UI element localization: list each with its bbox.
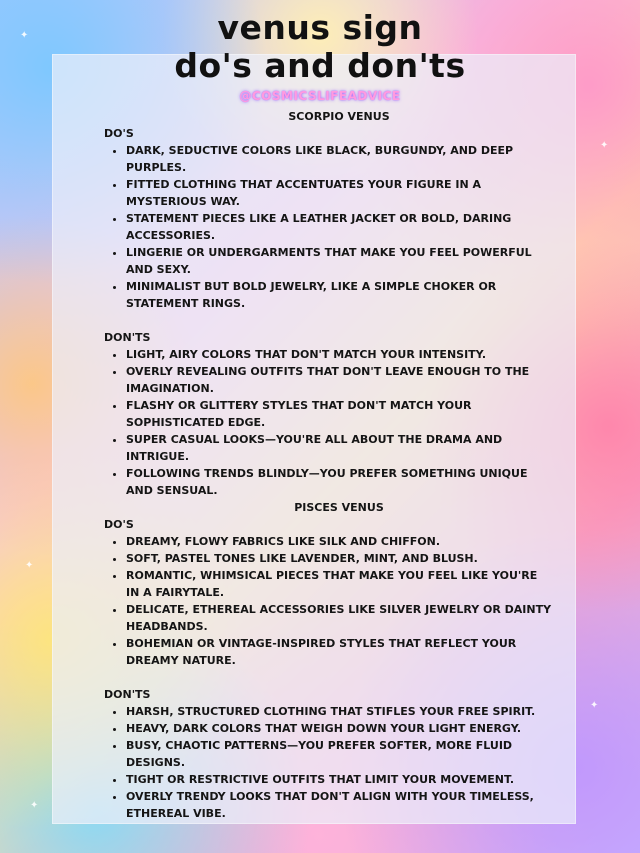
dos-heading: DO'S [104, 518, 134, 531]
list-item: • OVERLY REVEALING OUTFITS THAT DON'T LEAVE ENOUGH TO THE IMAGINATION. [126, 363, 554, 397]
list-item: • BOHEMIAN OR VINTAGE-INSPIRED STYLES THAT REFLECT YOUR DREAMY NATURE. [126, 635, 554, 669]
donts-list [104, 346, 554, 499]
donts-list [104, 703, 554, 822]
sparkle-decoration: ✦ [20, 30, 29, 41]
donts-heading: DON'TS [104, 331, 151, 344]
section-title: SCORPIO VENUS [288, 110, 390, 123]
list-item: • HEAVY, DARK COLORS THAT WEIGH DOWN YOUR LIGHT ENERGY. [126, 720, 554, 737]
list-item: • BUSY, CHAOTIC PATTERNS—YOU PREFER SOFTER, MORE FLUID DESIGNS. [126, 737, 554, 771]
list-item: • OVERLY TRENDY LOOKS THAT DON'T ALIGN WITH YOUR TIMELESS, ETHEREAL VIBE. [126, 788, 554, 822]
sparkle-decoration: ✦ [25, 560, 34, 571]
list-item: • DREAMY, FLOWY FABRICS LIKE SILK AND CHIFFON. [126, 533, 554, 550]
page-title-line1: venus sign [217, 8, 423, 47]
list-item: • HARSH, STRUCTURED CLOTHING THAT STIFLES YOUR FREE SPIRIT. [126, 703, 554, 720]
section-scorpio [104, 108, 554, 499]
list-item: • FITTED CLOTHING THAT ACCENTUATES YOUR FIGURE IN A MYSTERIOUS WAY. [126, 176, 554, 210]
content-body [104, 108, 554, 822]
list-item: • TIGHT OR RESTRICTIVE OUTFITS THAT LIMIT YOUR MOVEMENT. [126, 771, 554, 788]
section-title: PISCES VENUS [294, 501, 384, 514]
page-title-line2: do's and don'ts [174, 46, 466, 85]
section-pisces [104, 499, 554, 822]
donts-heading: DON'TS [104, 688, 151, 701]
author-handle: @COSMICSLIFEADVICE [239, 89, 401, 103]
list-item: • ROMANTIC, WHIMSICAL PIECES THAT MAKE YOU FEEL LIKE YOU'RE IN A FAIRYTALE. [126, 567, 554, 601]
list-item: • FLASHY OR GLITTERY STYLES THAT DON'T MATCH YOUR SOPHISTICATED EDGE. [126, 397, 554, 431]
sparkle-decoration: ✦ [590, 700, 599, 711]
sparkle-decoration: ✦ [30, 800, 39, 811]
list-item: • LINGERIE OR UNDERGARMENTS THAT MAKE YOU FEEL POWERFUL AND SEXY. [126, 244, 554, 278]
dos-heading: DO'S [104, 127, 134, 140]
list-item: • FOLLOWING TRENDS BLINDLY—YOU PREFER SOMETHING UNIQUE AND SENSUAL. [126, 465, 554, 499]
list-item: • LIGHT, AIRY COLORS THAT DON'T MATCH YOUR INTENSITY. [126, 346, 554, 363]
list-item: • MINIMALIST BUT BOLD JEWELRY, LIKE A SIMPLE CHOKER OR STATEMENT RINGS. [126, 278, 554, 312]
dos-list [104, 142, 554, 312]
list-item: • DARK, SEDUCTIVE COLORS LIKE BLACK, BURGUNDY, AND DEEP PURPLES. [126, 142, 554, 176]
sparkle-decoration: ✦ [600, 140, 609, 151]
list-item: • STATEMENT PIECES LIKE A LEATHER JACKET OR BOLD, DARING ACCESSORIES. [126, 210, 554, 244]
list-item: • SOFT, PASTEL TONES LIKE LAVENDER, MINT, AND BLUSH. [126, 550, 554, 567]
list-item: • DELICATE, ETHEREAL ACCESSORIES LIKE SILVER JEWELRY OR DAINTY HEADBANDS. [126, 601, 554, 635]
list-item: • SUPER CASUAL LOOKS—YOU'RE ALL ABOUT THE DRAMA AND INTRIGUE. [126, 431, 554, 465]
dos-list [104, 533, 554, 669]
